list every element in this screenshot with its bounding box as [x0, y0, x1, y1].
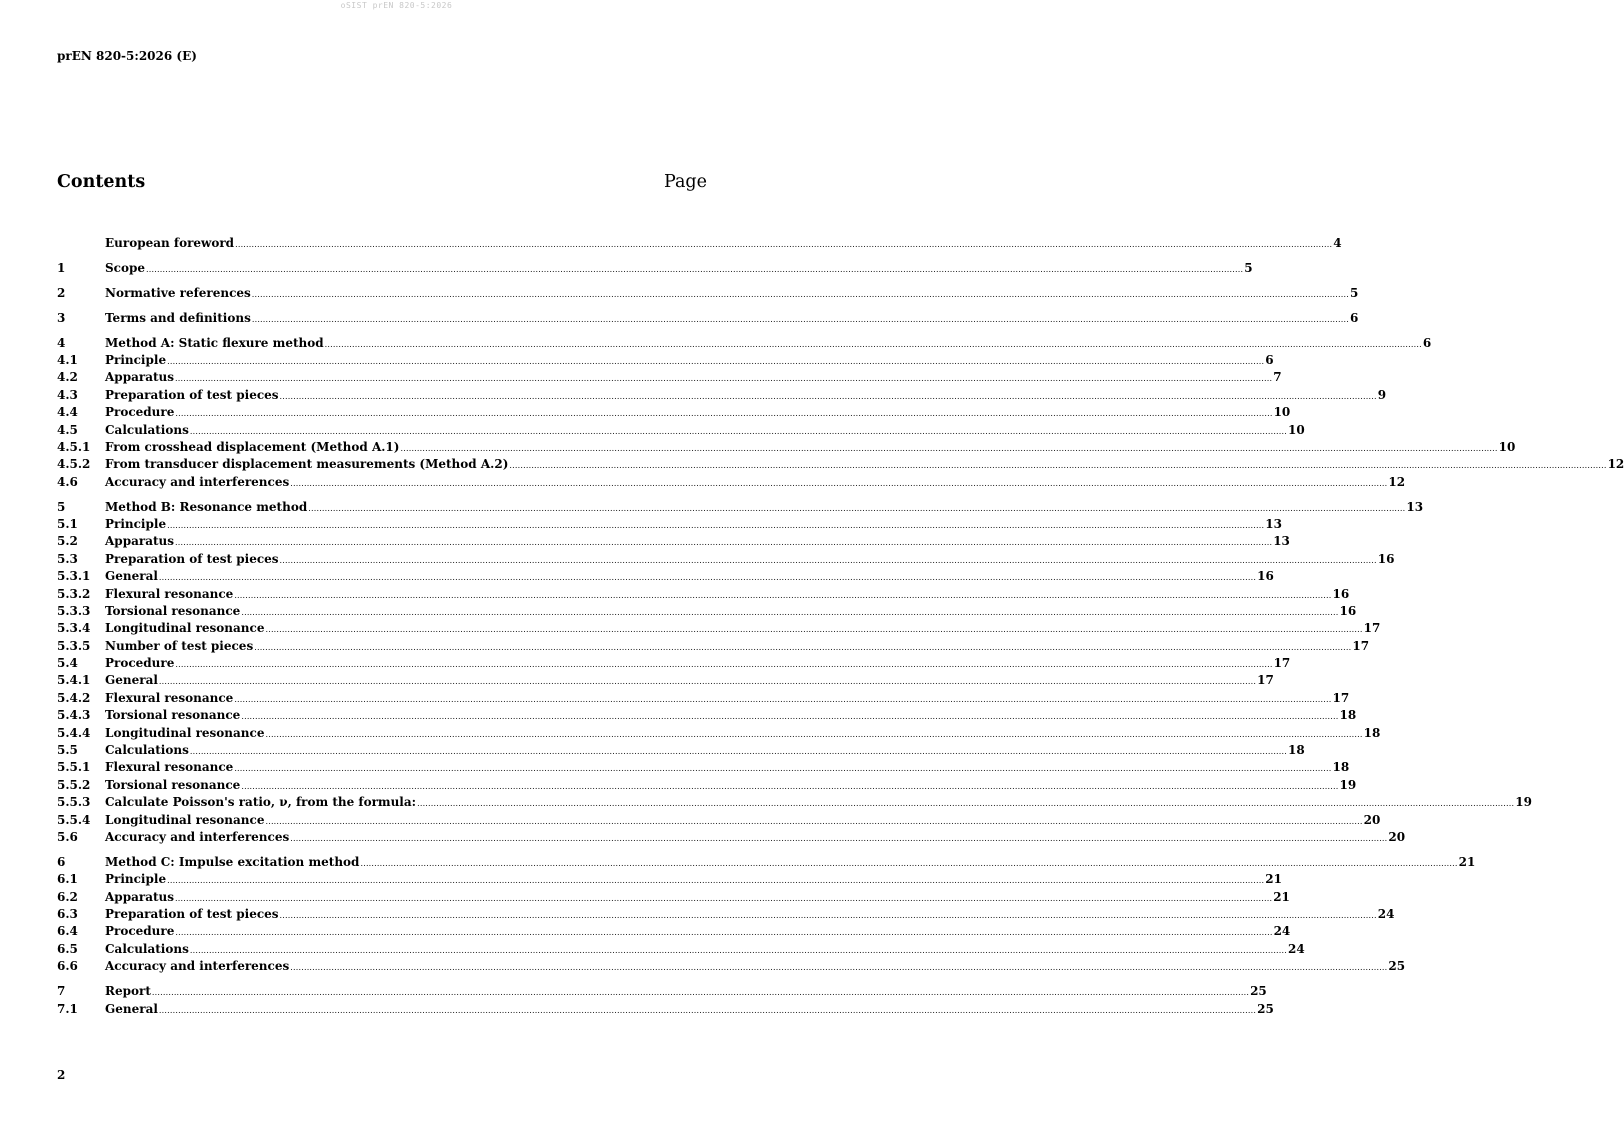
toc-entry-number: 6.3: [57, 907, 78, 922]
toc-entry-number: 4.1: [57, 352, 78, 367]
toc-leader-dots: ................................................................................................................................................................................................................................................................................................................................................................................................................: [360, 858, 1458, 868]
toc-entry-number: 5.5.3: [57, 795, 91, 810]
toc-entry[interactable]: [57, 352, 1274, 370]
toc-entry-title: European foreword: [105, 236, 235, 250]
toc-entry[interactable]: [57, 285, 1359, 303]
toc-entry[interactable]: [57, 387, 1387, 405]
toc-entry-title: Preparation of test pieces: [105, 387, 279, 402]
toc-entry-page: 10: [1498, 439, 1516, 454]
toc-entry-title: Terms and definitions: [105, 310, 251, 325]
toc-entry-page: 10: [1288, 422, 1305, 437]
toc-entry-page: 19: [1515, 795, 1532, 810]
toc-leader-dots: ................................................................................................................................................................................................................................................................................................................................................................................................................: [175, 409, 1273, 419]
toc-entry-page: 4: [1333, 236, 1342, 250]
toc-leader-dots: ................................................................................................................................................................................................................................................................................................................................................................................................................: [290, 834, 1388, 843]
toc-leader-dots: ................................................................................................................................................................................................................................................................................................................................................................................................................: [279, 911, 1377, 921]
toc-entry-number: 5.3: [57, 551, 78, 566]
toc-entry-number: 6: [57, 854, 66, 869]
toc-entry[interactable]: [57, 854, 1476, 872]
toc-entry-number: 5.1: [57, 516, 78, 531]
toc-entry-page: 10: [1273, 405, 1291, 420]
toc-leader-dots: ................................................................................................................................................................................................................................................................................................................................................................................................................: [189, 426, 1288, 436]
toc-entry[interactable]: [57, 586, 1350, 604]
toc-entry[interactable]: [57, 673, 1274, 690]
toc-entry-page: 21: [1273, 889, 1290, 904]
toc-entry-title: Flexural resonance: [105, 760, 234, 775]
page-number: 2: [57, 1068, 66, 1082]
toc-entry-number: 3: [57, 310, 66, 325]
toc-entry-page: 17: [1257, 673, 1274, 688]
toc-leader-dots: ................................................................................................................................................................................................................................................................................................................................................................................................................: [290, 963, 1388, 973]
toc-entry-number: 5.5: [57, 743, 78, 758]
toc-entry-page: 12: [1388, 474, 1406, 489]
toc-leader-dots: ................................................................................................................................................................................................................................................................................................................................................................................................................: [189, 945, 1288, 955]
toc-entry[interactable]: [57, 638, 1370, 656]
toc-entry-title: Calculate Poisson's ratio, ν, from the formula:: [105, 795, 417, 810]
toc-entry[interactable]: [57, 924, 1291, 941]
toc-entry-number: 5.4.4: [57, 725, 91, 740]
toc-entry-page: 6: [1350, 310, 1359, 325]
toc-entry-title: Longitudinal resonance: [105, 725, 265, 740]
toc-entry[interactable]: [57, 907, 1395, 924]
toc-entry-page: 24: [1288, 941, 1305, 956]
toc-entry[interactable]: [57, 812, 1381, 830]
toc-entry[interactable]: [57, 603, 1357, 621]
toc-entry-number: 5.3.5: [57, 638, 91, 653]
toc-entry-title: Procedure: [105, 405, 175, 420]
toc-leader-dots: ................................................................................................................................................................................................................................................................................................................................................................................................................: [234, 590, 1332, 600]
toc-entry[interactable]: [57, 760, 1350, 777]
toc-leader-dots: ................................................................................................................................................................................................................................................................................................................................................................................................................: [175, 374, 1273, 384]
toc-entry[interactable]: [57, 656, 1291, 673]
toc-entry-title: Accuracy and interferences: [105, 830, 290, 844]
toc-entry[interactable]: [57, 236, 1342, 253]
toc-entry-number: 5.4: [57, 656, 78, 671]
toc-entry[interactable]: [57, 725, 1381, 743]
toc-entry[interactable]: [57, 959, 1406, 976]
toc-leader-dots: ................................................................................................................................................................................................................................................................................................................................................................................................................: [265, 729, 1363, 739]
toc-entry-page: 9: [1377, 387, 1387, 402]
toc-entry-page: 21: [1265, 872, 1282, 887]
toc-entry-number: 6.1: [57, 872, 78, 887]
toc-entry-page: 18: [1332, 760, 1350, 775]
toc-entry-number: 5.4.2: [57, 690, 91, 705]
toc-entry-number: 5.4.1: [57, 673, 91, 688]
toc-entry-title: General: [105, 569, 158, 584]
toc-entry-title: Longitudinal resonance: [105, 621, 265, 636]
toc-entry[interactable]: [57, 335, 1432, 353]
toc-entry[interactable]: [57, 830, 1406, 847]
toc-leader-dots: ................................................................................................................................................................................................................................................................................................................................................................................................................: [251, 289, 1349, 299]
toc-entry-number: 5.5.1: [57, 760, 91, 775]
page-column-label: Page: [664, 172, 707, 192]
toc-leader-dots: ................................................................................................................................................................................................................................................................................................................................................................................................................: [509, 461, 1607, 471]
toc-entry[interactable]: [57, 405, 1291, 422]
toc-entry[interactable]: [57, 1001, 1274, 1019]
toc-entry[interactable]: [57, 422, 1305, 440]
toc-entry-number: 6.4: [57, 924, 78, 939]
toc-entry-title: Apparatus: [105, 370, 174, 385]
toc-leader-dots: ................................................................................................................................................................................................................................................................................................................................................................................................................: [158, 677, 1257, 687]
contents-title: Contents: [57, 172, 146, 192]
toc-entry-page: 17: [1273, 656, 1291, 671]
toc-entry[interactable]: [57, 743, 1305, 760]
toc-entry-page: 5: [1349, 285, 1359, 300]
toc-entry-title: Procedure: [105, 924, 175, 939]
toc-entry-page: 6: [1422, 335, 1432, 350]
toc-entry-title: Flexural resonance: [105, 690, 234, 705]
toc-entry-title: Method B: Resonance method: [105, 499, 308, 514]
toc-leader-dots: ................................................................................................................................................................................................................................................................................................................................................................................................................: [279, 555, 1377, 565]
toc-entry-title: Torsional resonance: [105, 708, 241, 723]
toc-entry-number: 5.3.2: [57, 586, 91, 601]
toc-entry[interactable]: [57, 941, 1305, 959]
toc-leader-dots: ................................................................................................................................................................................................................................................................................................................................................................................................................: [265, 625, 1363, 635]
toc-entry-title: Torsional resonance: [105, 603, 241, 618]
toc-leader-dots: ................................................................................................................................................................................................................................................................................................................................................................................................................: [158, 573, 1257, 583]
toc-entry[interactable]: [57, 260, 1253, 278]
watermark: oSIST prEN 820-5:2026: [340, 1, 453, 10]
toc-entry-number: 5.3.1: [57, 569, 91, 584]
toc-entry-title: Principle: [105, 872, 167, 887]
document-id: prEN 820-5:2026 (E): [57, 49, 197, 63]
toc-entry[interactable]: [57, 569, 1274, 586]
toc-entry-number: 5.3.3: [57, 603, 91, 618]
toc-entry-title: Calculations: [105, 941, 189, 956]
toc-leader-dots: ................................................................................................................................................................................................................................................................................................................................................................................................................: [234, 694, 1332, 704]
toc-entry[interactable]: [57, 551, 1395, 569]
toc-entry[interactable]: [57, 439, 1516, 457]
toc-entry-title: Calculations: [105, 422, 189, 437]
toc-entry-number: 5.5.4: [57, 812, 91, 827]
toc-entry[interactable]: [57, 310, 1359, 328]
toc-leader-dots: ................................................................................................................................................................................................................................................................................................................................................................................................................: [146, 264, 1244, 274]
toc-entry-title: Principle: [105, 516, 167, 531]
toc-entry-number: 5.3.4: [57, 621, 91, 636]
toc-entry[interactable]: [57, 984, 1267, 1001]
toc-entry-number: 4.5.2: [57, 457, 91, 472]
toc-entry-page: 16: [1332, 586, 1350, 601]
toc-entry-page: 16: [1257, 569, 1274, 584]
toc-entry-title: Flexural resonance: [105, 586, 234, 601]
toc-leader-dots: ................................................................................................................................................................................................................................................................................................................................................................................................................: [235, 240, 1333, 249]
toc-entry-page: 16: [1377, 551, 1395, 566]
toc-entry-title: Accuracy and interferences: [105, 959, 290, 974]
toc-entry-title: General: [105, 1001, 158, 1016]
toc-entry-page: 18: [1363, 725, 1381, 740]
toc-entry[interactable]: [57, 777, 1357, 795]
toc-leader-dots: ................................................................................................................................................................................................................................................................................................................................................................................................................: [175, 660, 1273, 670]
toc-entry-page: 24: [1377, 907, 1395, 922]
toc-leader-dots: ................................................................................................................................................................................................................................................................................................................................................................................................................: [241, 712, 1339, 722]
toc-entry-page: 25: [1388, 959, 1406, 974]
toc-entry-title: Longitudinal resonance: [105, 812, 265, 827]
toc-entry-number: 5: [57, 499, 66, 514]
toc-entry-page: 13: [1406, 499, 1424, 514]
toc-entry-title: Apparatus: [105, 534, 174, 549]
toc-entry-number: 7: [57, 984, 66, 999]
toc-entry[interactable]: [57, 872, 1282, 889]
toc-entry-title: General: [105, 673, 158, 688]
toc-entry-title: Normative references: [105, 285, 251, 300]
toc-entry-number: 5.4.3: [57, 708, 91, 723]
toc-entry-title: Principle: [105, 352, 167, 367]
toc-entry-number: 7.1: [57, 1001, 78, 1016]
toc-entry-number: 6.2: [57, 889, 78, 904]
toc-leader-dots: ................................................................................................................................................................................................................................................................................................................................................................................................................: [158, 1005, 1257, 1015]
toc-entry[interactable]: [57, 457, 1624, 474]
toc-entry-page: 20: [1363, 812, 1381, 827]
toc-entry-title: Scope: [105, 260, 146, 275]
toc-entry-page: 25: [1250, 984, 1267, 999]
toc-entry-page: 6: [1265, 352, 1274, 367]
toc-entry-title: Preparation of test pieces: [105, 907, 279, 922]
toc-leader-dots: ................................................................................................................................................................................................................................................................................................................................................................................................................: [254, 642, 1352, 652]
toc-entry-number: 5.6: [57, 830, 78, 844]
toc-leader-dots: ................................................................................................................................................................................................................................................................................................................................................................................................................: [417, 799, 1515, 809]
toc-entry-page: 20: [1388, 830, 1406, 844]
toc-leader-dots: ................................................................................................................................................................................................................................................................................................................................................................................................................: [189, 747, 1288, 757]
toc-entry-number: 4.5.1: [57, 439, 91, 454]
toc-entry-page: 17: [1352, 638, 1370, 653]
toc-leader-dots: ................................................................................................................................................................................................................................................................................................................................................................................................................: [151, 988, 1250, 998]
toc-entry-title: Preparation of test pieces: [105, 551, 279, 566]
toc-leader-dots: ................................................................................................................................................................................................................................................................................................................................................................................................................: [400, 443, 1498, 453]
toc-leader-dots: ................................................................................................................................................................................................................................................................................................................................................................................................................: [175, 893, 1273, 903]
toc-leader-dots: ................................................................................................................................................................................................................................................................................................................................................................................................................: [251, 314, 1350, 324]
toc-entry-number: 4.6: [57, 474, 78, 489]
toc-entry-page: 12: [1607, 457, 1624, 472]
toc-leader-dots: ................................................................................................................................................................................................................................................................................................................................................................................................................: [175, 928, 1273, 938]
table-of-contents: [57, 236, 1624, 1019]
toc-entry-number: 1: [57, 260, 66, 275]
toc-entry-page: 13: [1273, 534, 1290, 549]
toc-entry[interactable]: [57, 889, 1290, 907]
toc-entry-number: 4.4: [57, 405, 78, 420]
toc-leader-dots: ................................................................................................................................................................................................................................................................................................................................................................................................................: [265, 816, 1363, 826]
toc-entry-number: 4: [57, 335, 66, 350]
toc-entry[interactable]: [57, 795, 1532, 812]
toc-entry-number: 5.5.2: [57, 777, 91, 792]
toc-entry-number: 6.5: [57, 941, 78, 956]
toc-entry-page: 19: [1339, 777, 1357, 792]
toc-leader-dots: ................................................................................................................................................................................................................................................................................................................................................................................................................: [290, 478, 1388, 488]
toc-entry-title: Torsional resonance: [105, 777, 241, 792]
toc-entry-page: 7: [1273, 370, 1282, 385]
toc-leader-dots: ................................................................................................................................................................................................................................................................................................................................................................................................................: [241, 781, 1339, 791]
toc-entry-number: 6.6: [57, 959, 78, 974]
toc-entry-number: 2: [57, 285, 66, 300]
toc-entry-title: Method A: Static flexure method: [105, 335, 324, 350]
toc-entry[interactable]: [57, 708, 1357, 725]
toc-entry[interactable]: [57, 370, 1282, 387]
toc-entry-page: 18: [1288, 743, 1305, 758]
toc-leader-dots: ................................................................................................................................................................................................................................................................................................................................................................................................................: [175, 538, 1273, 548]
toc-entry-number: 4.2: [57, 370, 78, 385]
toc-entry[interactable]: [57, 690, 1350, 708]
toc-entry-number: 5.2: [57, 534, 78, 549]
toc-entry-page: 17: [1332, 690, 1350, 705]
toc-entry-title: Procedure: [105, 656, 175, 671]
toc-entry[interactable]: [57, 621, 1381, 638]
toc-leader-dots: ................................................................................................................................................................................................................................................................................................................................................................................................................: [167, 356, 1265, 366]
toc-entry-title: Calculations: [105, 743, 189, 758]
toc-entry-title: Accuracy and interferences: [105, 474, 290, 489]
toc-entry[interactable]: [57, 516, 1282, 534]
toc-entry-number: 4.5: [57, 422, 78, 437]
toc-entry-page: 18: [1339, 708, 1357, 723]
toc-leader-dots: ................................................................................................................................................................................................................................................................................................................................................................................................................: [167, 520, 1265, 530]
toc-leader-dots: ................................................................................................................................................................................................................................................................................................................................................................................................................: [308, 503, 1406, 513]
toc-entry-title: Report: [105, 984, 151, 999]
toc-leader-dots: ................................................................................................................................................................................................................................................................................................................................................................................................................: [241, 607, 1339, 617]
toc-entry[interactable]: [57, 474, 1406, 492]
toc-entry-number: 4.3: [57, 387, 78, 402]
toc-entry-title: From transducer displacement measurements (Method A.2): [105, 457, 509, 472]
toc-entry[interactable]: [57, 534, 1290, 551]
toc-entry-title: Number of test pieces: [105, 638, 254, 653]
toc-leader-dots: ................................................................................................................................................................................................................................................................................................................................................................................................................: [279, 391, 1377, 401]
toc-entry-page: 5: [1244, 260, 1253, 275]
toc-entry[interactable]: [57, 499, 1424, 517]
toc-entry-page: 17: [1363, 621, 1381, 636]
toc-leader-dots: ................................................................................................................................................................................................................................................................................................................................................................................................................: [167, 876, 1265, 886]
toc-entry-title: From crosshead displacement (Method A.1): [105, 439, 400, 454]
toc-entry-page: 21: [1458, 854, 1476, 869]
toc-leader-dots: ................................................................................................................................................................................................................................................................................................................................................................................................................: [234, 764, 1332, 774]
toc-entry-title: Method C: Impulse excitation method: [105, 854, 360, 869]
toc-entry-page: 16: [1339, 603, 1357, 618]
toc-entry-page: 13: [1265, 516, 1282, 531]
toc-entry-page: 25: [1257, 1001, 1274, 1016]
toc-entry-page: 24: [1273, 924, 1291, 939]
toc-leader-dots: ................................................................................................................................................................................................................................................................................................................................................................................................................: [324, 339, 1422, 349]
toc-entry-title: Apparatus: [105, 889, 174, 904]
